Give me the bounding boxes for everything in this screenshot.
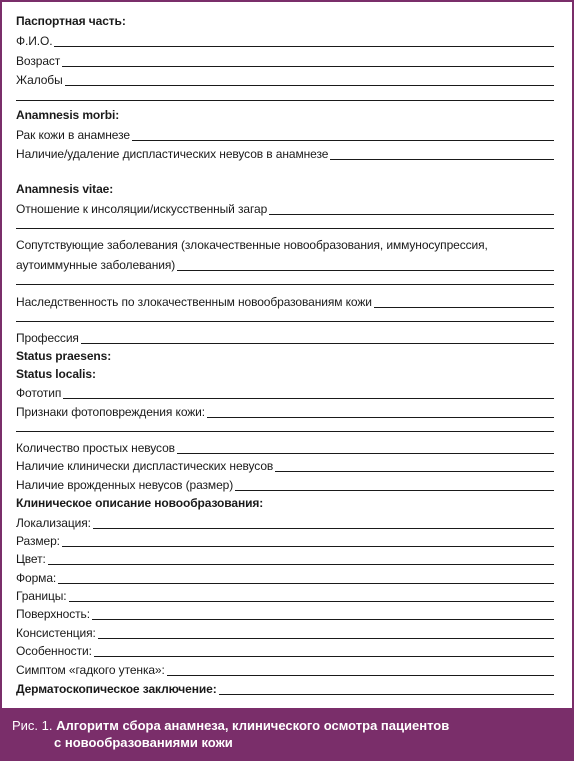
field-color[interactable]: [16, 551, 554, 566]
field-borders-line[interactable]: [69, 588, 554, 602]
field-surface[interactable]: [16, 606, 554, 621]
section-clinical-description: [16, 496, 554, 510]
section-status-praesens-title: Status praesens:: [16, 349, 112, 363]
field-borders[interactable]: [16, 588, 554, 603]
field-skin-cancer-history-line[interactable]: [132, 127, 554, 141]
field-clinical-dysplastic-nevi-label: Наличие клинически диспластических невусов: [16, 459, 274, 473]
field-clinical-dysplastic-nevi[interactable]: [16, 458, 554, 473]
caption-line-1: [12, 718, 449, 734]
field-dermatoscopic-conclusion[interactable]: [16, 681, 554, 696]
field-comorbidities-line[interactable]: [177, 257, 554, 271]
section-anamnesis-morbi-title: Anamnesis morbi:: [16, 108, 120, 122]
field-consistency-label: Консистенция:: [16, 626, 96, 640]
section-anamnesis-vitae-title: Anamnesis vitae:: [16, 182, 114, 196]
field-congenital-nevi[interactable]: [16, 477, 554, 492]
field-heredity-extra-line[interactable]: [16, 321, 554, 322]
field-congenital-nevi-label: Наличие врожденных невусов (размер): [16, 478, 234, 492]
field-photodamage[interactable]: [16, 404, 554, 419]
field-dysplastic-nevi-history[interactable]: [16, 146, 554, 161]
section-status-localis: [16, 367, 554, 381]
field-color-line[interactable]: [48, 551, 554, 565]
field-borders-label: Границы:: [16, 589, 67, 603]
field-localization-line[interactable]: [93, 515, 554, 529]
field-photodamage-line[interactable]: [207, 404, 554, 418]
field-dysplastic-nevi-history-line[interactable]: [330, 146, 554, 160]
field-fio-line[interactable]: [54, 33, 554, 47]
field-features-label: Особенности:: [16, 644, 92, 658]
field-heredity-label: Наследственность по злокачественным новообразованиям кожи: [16, 295, 372, 309]
field-fio-label: Ф.И.О.: [16, 34, 53, 48]
field-insolation[interactable]: [16, 201, 554, 216]
section-passport-title: Паспортная часть:: [16, 14, 126, 28]
field-simple-nevi-count-label: Количество простых невусов: [16, 441, 175, 455]
field-age-label: Возраст: [16, 54, 61, 68]
field-size[interactable]: [16, 533, 554, 548]
field-features[interactable]: [16, 643, 554, 658]
field-age-line[interactable]: [62, 53, 554, 67]
caption-title-line1: Алгоритм сбора анамнеза, клинического осмотра пациентов: [56, 718, 450, 733]
field-surface-line[interactable]: [92, 606, 554, 620]
field-profession[interactable]: [16, 330, 554, 345]
field-comorbidities-label-line1: Сопутствующие заболевания (злокачественные новообразования, иммуносупрессия,: [16, 238, 488, 252]
field-photodamage-label: Признаки фотоповреждения кожи:: [16, 405, 206, 419]
field-insolation-extra-line[interactable]: [16, 228, 554, 229]
field-phototype[interactable]: [16, 385, 554, 400]
field-consistency-line[interactable]: [98, 625, 554, 639]
field-simple-nevi-count[interactable]: [16, 440, 554, 455]
field-localization-label: Локализация:: [16, 516, 91, 530]
field-dermatoscopic-conclusion-line[interactable]: [219, 681, 554, 695]
field-shape[interactable]: [16, 570, 554, 585]
figure-caption: [2, 708, 572, 759]
field-features-line[interactable]: [94, 643, 554, 657]
field-complaints-label: Жалобы: [16, 73, 63, 87]
field-photodamage-extra-line[interactable]: [16, 431, 554, 432]
field-phototype-label: Фототип: [16, 386, 62, 400]
field-profession-label: Профессия: [16, 331, 79, 345]
field-shape-line[interactable]: [58, 570, 554, 584]
field-localization[interactable]: [16, 515, 554, 530]
field-size-label: Размер:: [16, 534, 60, 548]
section-clinical-description-title: Клиническое описание новообразования:: [16, 496, 264, 510]
field-profession-line[interactable]: [81, 330, 554, 344]
field-skin-cancer-history-label: Рак кожи в анамнезе: [16, 128, 130, 142]
section-passport: [16, 14, 554, 28]
field-simple-nevi-count-line[interactable]: [177, 440, 554, 454]
field-surface-label: Поверхность:: [16, 607, 90, 621]
section-status-localis-title: Status localis:: [16, 367, 96, 381]
field-dermatoscopic-conclusion-label: Дерматоскопическое заключение:: [16, 682, 217, 696]
field-clinical-dysplastic-nevi-line[interactable]: [275, 458, 554, 472]
field-insolation-label: Отношение к инсоляции/искусственный загар: [16, 202, 268, 216]
field-size-line[interactable]: [62, 533, 554, 547]
field-age[interactable]: [16, 53, 554, 68]
field-ugly-duckling[interactable]: [16, 662, 554, 677]
field-insolation-line[interactable]: [269, 201, 554, 215]
field-comorbidities-line1: [16, 238, 554, 252]
field-complaints-extra-line[interactable]: [16, 100, 554, 101]
field-complaints[interactable]: [16, 72, 554, 87]
field-ugly-duckling-label: Симптом «гадкого утенка»:: [16, 663, 165, 677]
section-anamnesis-vitae: [16, 182, 554, 196]
caption-figure-label: Рис. 1.: [12, 718, 53, 733]
field-color-label: Цвет:: [16, 552, 46, 566]
field-fio[interactable]: [16, 33, 554, 48]
field-complaints-line[interactable]: [65, 72, 554, 86]
section-anamnesis-morbi: [16, 108, 554, 122]
field-comorbidities-label-line2: аутоиммунные заболевания): [16, 258, 176, 272]
caption-title-line2: с новообразованиями кожи: [54, 735, 233, 750]
field-comorbidities-extra-line[interactable]: [16, 284, 554, 285]
field-heredity[interactable]: [16, 294, 554, 309]
section-status-praesens: [16, 349, 554, 363]
field-phototype-line[interactable]: [63, 385, 554, 399]
field-shape-label: Форма:: [16, 571, 57, 585]
field-heredity-line[interactable]: [374, 294, 554, 308]
field-congenital-nevi-line[interactable]: [235, 477, 554, 491]
field-dysplastic-nevi-history-label: Наличие/удаление диспластических невусов в анамнезе: [16, 147, 329, 161]
field-comorbidities[interactable]: [16, 257, 554, 272]
field-ugly-duckling-line[interactable]: [167, 662, 554, 676]
field-skin-cancer-history[interactable]: [16, 127, 554, 142]
field-consistency[interactable]: [16, 625, 554, 640]
